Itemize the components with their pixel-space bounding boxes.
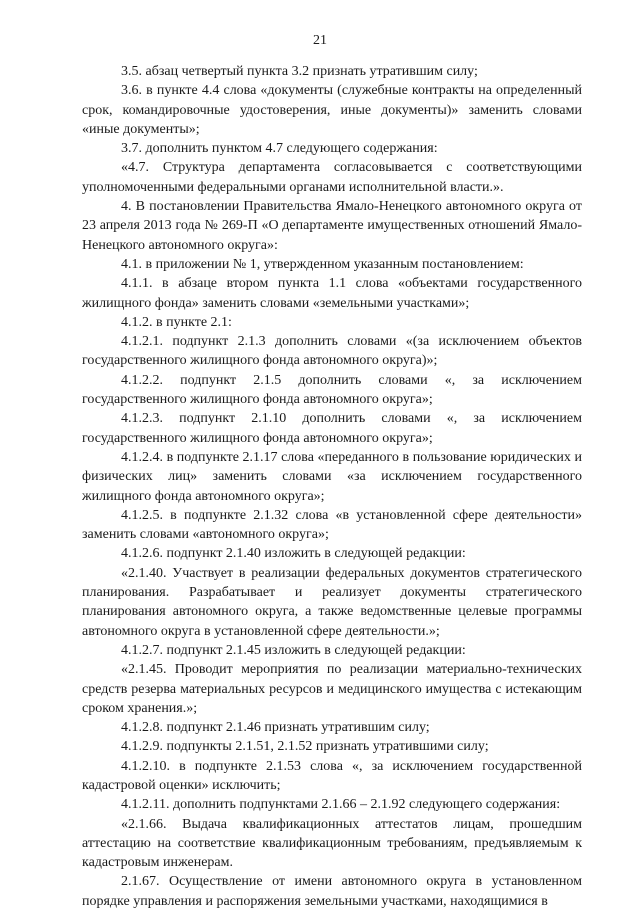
paragraph-4-1-2-8: 4.1.2.8. подпункт 2.1.46 признать утратившим силу; xyxy=(121,720,430,736)
paragraph-3-6: 3.6. в пункте 4.4 слова «документы (служебные контракты на определенный срок, командировочные удостоверения, иные документы)» заменить словами «иные документы»; xyxy=(82,83,582,137)
paragraph-4: 4. В постановлении Правительства Ямало-Ненецкого автономного округа от 23 апреля 2013 года № 269-П «О департаменте имущественных отношений Ямало-Ненецкого автономного округа»: xyxy=(82,199,582,253)
paragraph-3-7: 3.7. дополнить пунктом 4.7 следующего содержания: xyxy=(121,141,438,157)
paragraph-3-5: 3.5. абзац четвертый пункта 3.2 признать утратившим силу; xyxy=(121,64,478,79)
paragraph-quote-2-1-40: «2.1.40. Участвует в реализации федеральных документов стратегического планирования. Разрабатывает и реализует документы стратегического планирования автономного округа, а также ведомственные целевые программы автономного округа в установленной сфере деятельности.»; xyxy=(82,565,582,639)
paragraph-4-1-2-1: 4.1.2.1. подпункт 2.1.3 дополнить словами «(за исключением объектов государственного жилищного фонда автономного округа)»; xyxy=(82,334,582,369)
paragraph-2-1-67: 2.1.67. Осуществление от имени автономного округа в установленном порядке управления и распоряжения земельными участками, находящимися в xyxy=(82,874,582,909)
paragraph-4-1-2-6: 4.1.2.6. подпункт 2.1.40 изложить в следующей редакции: xyxy=(121,546,466,562)
paragraph-4-1-2-7: 4.1.2.7. подпункт 2.1.45 изложить в следующей редакции: xyxy=(121,642,466,658)
paragraph-4-1-2-11: 4.1.2.11. дополнить подпунктами 2.1.66 – 2.1.92 следующего содержания: xyxy=(121,797,561,813)
paragraph-4-1-2: 4.1.2. в пункте 2.1: xyxy=(121,314,232,330)
paragraph-4-1-2-10: 4.1.2.10. в подпункте 2.1.53 слова «, за исключением государственной кадастровой оценки» исключить; xyxy=(82,758,582,793)
paragraph-quote-2-1-66: «2.1.66. Выдача квалификационных аттестатов лицам, прошедшим аттестацию на соответствие квалификационным требованиям, предъявляемым к кадастровым инженерам. xyxy=(82,816,582,871)
document-body xyxy=(82,62,582,911)
paragraph-4-1-2-9: 4.1.2.9. подпункты 2.1.51, 2.1.52 признать утратившими силу; xyxy=(121,739,489,755)
paragraph-4-1-2-2: 4.1.2.2. подпункт 2.1.5 дополнить словами «, за исключением государственного жилищного фонда автономного округа»; xyxy=(82,372,582,408)
paragraph-quote-4-7: «4.7. Структура департамента согласовывается с соответствующими уполномоченными федеральными органами исполнительной власти.». xyxy=(82,160,582,195)
paragraph-4-1-1: 4.1.1. в абзаце втором пункта 1.1 слова «объектами государственного жилищного фонда» заменить словами «земельными участками»; xyxy=(82,276,582,311)
paragraph-4-1: 4.1. в приложении № 1, утвержденном указанным постановлением: xyxy=(121,256,524,272)
paragraph-4-1-2-4: 4.1.2.4. в подпункте 2.1.17 слова «переданного в пользование юридических и физических лиц» заменить словами «за исключением государственного жилищного фонда автономного округа»; xyxy=(82,449,582,504)
paragraph-quote-2-1-45: «2.1.45. Проводит мероприятия по реализации материально-технических средств резерва материальных ресурсов и медицинского имущества с истекающим сроком хранения.»; xyxy=(82,662,582,716)
page-number: 21 xyxy=(313,33,327,48)
paragraph-4-1-2-3: 4.1.2.3. подпункт 2.1.10 дополнить словами «, за исключением государственного жилищного фонда автономного округа»; xyxy=(82,411,582,446)
paragraph-4-1-2-5: 4.1.2.5. в подпункте 2.1.32 слова «в установленной сфере деятельности» заменить словами «автономного округа»; xyxy=(82,507,582,543)
